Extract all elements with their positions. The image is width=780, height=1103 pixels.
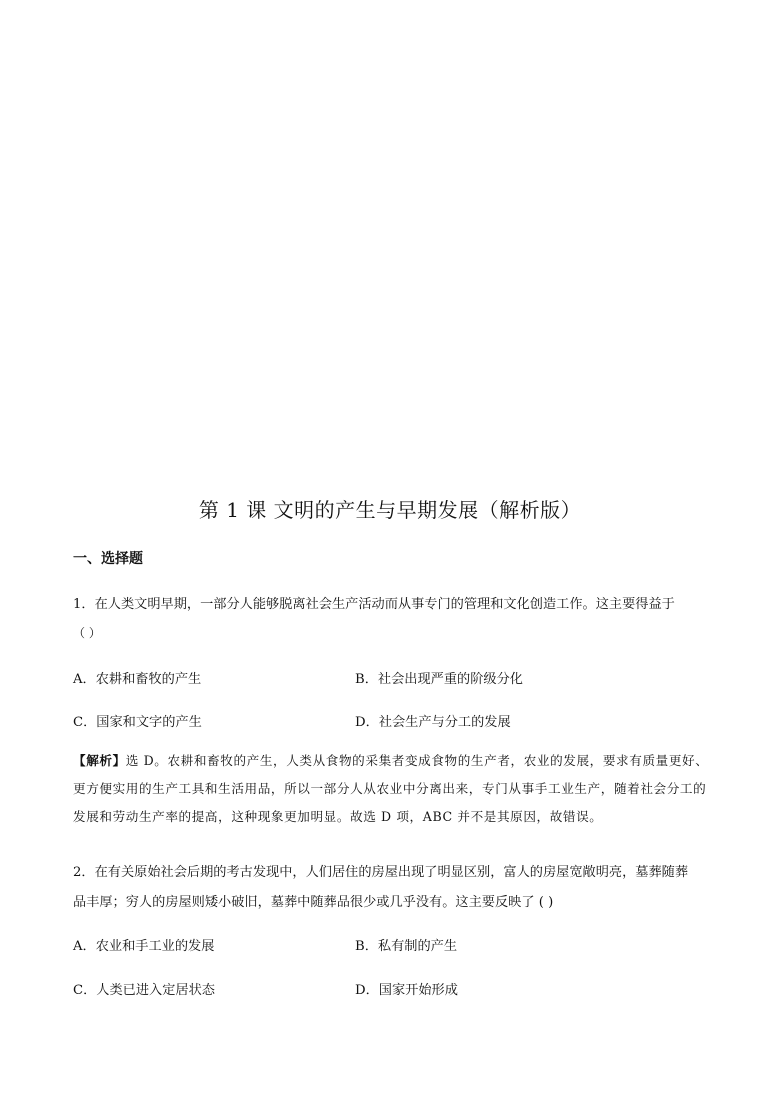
question-2-stem-line-2: 品丰厚；穷人的房屋则矮小破旧，墓葬中随葬品很少或几乎没有。这主要反映了 ( )	[73, 895, 554, 910]
question-1-option-d: D．社会生产与分工的发展	[355, 715, 511, 730]
question-2-stem-line-1: 2．在有关原始社会后期的考古发现中，人们居住的房屋出现了明显区别，富人的房屋宽敞明亮，墓葬随葬	[73, 865, 689, 880]
question-2-option-c: C．人类已进入定居状态	[73, 983, 215, 998]
question-1-stem-line-2: （ ）	[73, 626, 101, 640]
question-1-analysis	[73, 747, 713, 831]
document-title: 第 1 课 文明的产生与早期发展（解析版）	[198, 498, 582, 522]
question-1-option-c: C．国家和文字的产生	[73, 715, 202, 730]
question-1-option-b: B．社会出现严重的阶级分化	[355, 672, 523, 687]
question-2-option-d: D．国家开始形成	[355, 983, 458, 998]
analysis-tag: 【解析】	[73, 753, 126, 768]
section-heading: 一、选择题	[73, 551, 143, 567]
question-2-option-b: B．私有制的产生	[355, 939, 458, 954]
question-2-option-a: A．农业和手工业的发展	[73, 939, 215, 954]
analysis-text: 选 D。农耕和畜牧的产生，人类从食物的采集者变成食物的生产者，农业的发展，要求有质量更好、更方便实用的生产工具和生活用品，所以一部分人从农业中分离出来，专门从事手工业生产，随着社会分工的发展和劳动生产率的提高，这种现象更加明显。故选 D 项，ABC 并不是其原因，故错误。	[73, 753, 709, 824]
question-1-option-a: A．农耕和畜牧的产生	[73, 672, 202, 687]
question-1-stem-line-1: 1．在人类文明早期，一部分人能够脱离社会生产活动而从事专门的管理和文化创造工作。这主要得益于	[73, 597, 675, 612]
